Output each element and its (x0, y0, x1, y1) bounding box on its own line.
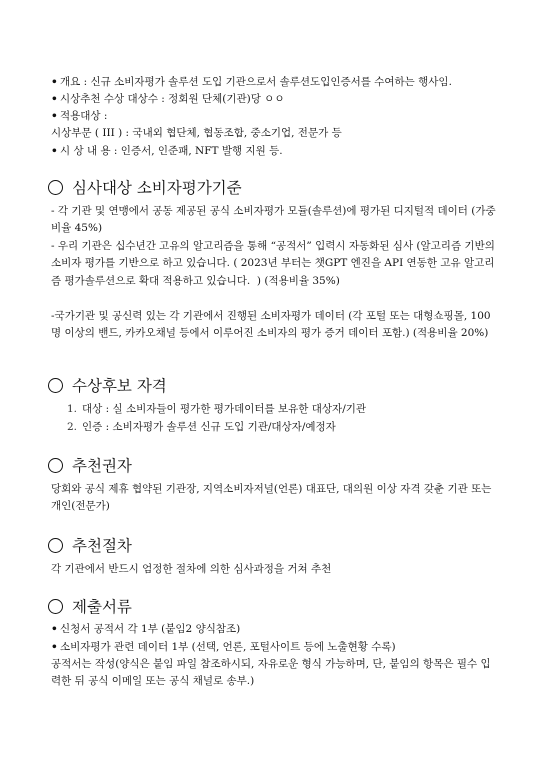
section-heading-candidate-qualification: 수상후보 자격 (48, 376, 167, 396)
intro-sector-line: 시상부문 ( III ) : 국내외 협단체, 협동조합, 중소기업, 전문가 등 (51, 127, 342, 139)
intro-item-award-count: • 시상추천 수상 대상수 : 정회원 단체(기관)당 ㅇㅇ (51, 91, 284, 108)
criteria-paragraph-2: - 우리 기관은 십수년간 고유의 알고리즘을 통해 “공적서” 입력시 자동화된 심사 (알고리즘 기반의 소비자 평가를 기반으로 하고 있습니다. ( 2023년 부터는 챗GPT 엔진을 API 연동한 고유 알고리즘 평가솔루션으로 확대 적용하고 있습니다. ) (적용비율 35%) (51, 240, 499, 287)
criteria-paragraph-3: -국가기관 및 공신력 있는 각 기관에서 진행된 소비자평가 데이터 (각 포털 또는 대형쇼핑몰, 100명 이상의 밴드, 카카오채널 등에서 이루어진 소비자의 평가 증거 데이터 포함.) (적용비율 20%) (51, 310, 491, 340)
bullet: • (51, 623, 58, 635)
circle-icon (48, 458, 63, 473)
circle-icon (48, 180, 63, 195)
submission-paragraph: 공적서는 작성(양식은 붙임 파일 참조하시되, 자유로운 형식 가능하며, 단, 붙임의 항목은 필수 입력한 뒤 공식 이메일 또는 공식 채널로 송부.) (51, 658, 491, 688)
procedure-paragraph: 각 기관에서 반드시 엄정한 절차에 의한 심사과정을 거쳐 추천 (51, 563, 332, 575)
section-heading-submission-documents: 제출서류 (48, 597, 132, 617)
bullet: • (51, 76, 58, 88)
recommender-paragraph: 당회와 공식 제휴 협약된 기관장, 지역소비자저널(언론) 대표단, 대의원 이상 자격 갖춘 기관 또는 개인(전문가) (51, 483, 495, 513)
bullet: • (51, 641, 58, 653)
bullet: • (51, 145, 58, 157)
circle-icon (48, 599, 63, 614)
submission-item-application: • 신청서 공적서 각 1부 (붙임2 양식참조) (51, 621, 240, 638)
intro-item-contents: • 시 상 내 용 : 인증서, 인준패, NFT 발행 지원 등. (51, 143, 283, 160)
submission-item-data: • 소비자평가 관련 데이터 1부 (선택, 언론, 포털사이트 등에 노출현황 수록) (51, 639, 396, 656)
intro-item-overview: • 개요 : 신규 소비자평가 솔루션 도입 기관으로서 솔루션도입인증서를 수여하는 행사임. (51, 74, 452, 91)
section-heading-evaluation-criteria: 심사대상 소비자평가기준 (48, 178, 242, 198)
intro-item-target: • 적용대상 : (51, 108, 107, 125)
circle-icon (48, 378, 63, 393)
section-heading-recommendation-procedure: 추천절차 (48, 536, 132, 556)
bullet: • (51, 110, 58, 122)
criteria-paragraph-1: - 각 기관 및 연맹에서 공동 제공된 공식 소비자평가 모듈(솔루션)에 평가된 디지털적 데이터 (가중비율 45%) (51, 205, 496, 235)
bullet: • (51, 93, 58, 105)
qualification-item: 1. 대상 : 실 소비자들이 평가한 평가데이터를 보유한 대상자/기관 (67, 403, 367, 415)
circle-icon (48, 538, 63, 553)
section-heading-recommender: 추천권자 (48, 456, 132, 476)
qualification-item: 2. 인증 : 소비자평가 솔루션 신규 도입 기관/대상자/예정자 (67, 421, 336, 433)
